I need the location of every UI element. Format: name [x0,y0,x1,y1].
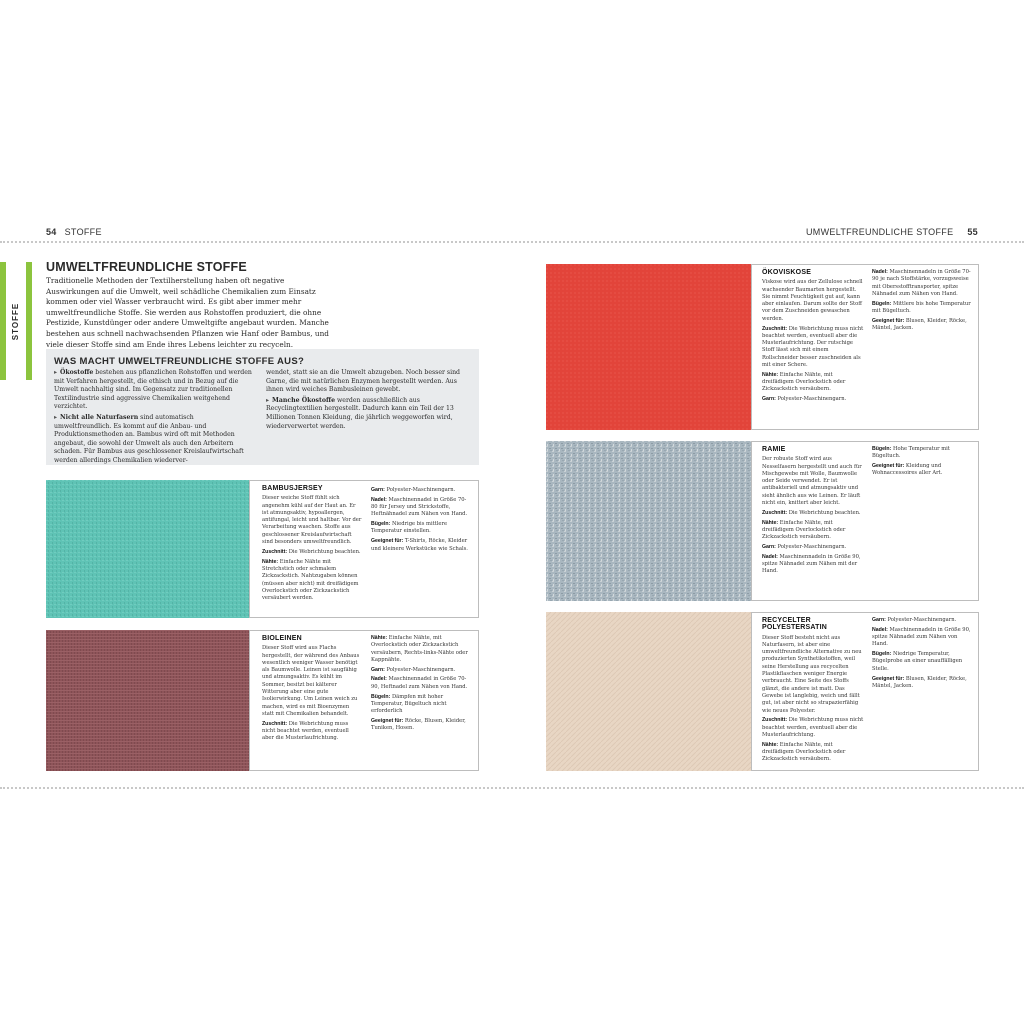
right-running-title: UMWELTFREUNDLICHE STOFFE [806,227,954,237]
card-col-1: RECYCELTER POLYESTERSATIN Dieser Stoff besteht nicht aus Naturfasern, ist aber eine umweltfreundliche Alternative zu neu produzierten Synthetikstoffen, weil seine Herstellung aus recycelten Plastikflaschen weniger Energie verbraucht. Eine Seite des Stoffs glänzt, die andere ist matt. Das Gewebe ist langlebig, weich und fällt gut, ist aber nicht so strapazierfähig wie neues Polyester. Zuschnitt: Die Webrichtung muss nicht beachtet werden, eventuell aber die Musterlaufrichtung. Nähte: Einfache Nähte, mit dreifädigem Overlockstich oder Zickzackstich versäubern. [762,617,866,766]
info-bullet: ▸ Ökostoffe bestehen aus pflanzlichen Rohstoffen und werden mit Verfahren hergestellt, die ethisch und in Bezug auf die Umwelt nachhaltig sind. Im Gegensatz zur traditionellen Textilindustrie sind aggressive Chemikalien weitgehend verzichtet. [54,369,252,411]
info-bullet: ▸ Nicht alle Naturfasern sind automatisch umweltfreundlich. Es kommt auf die Anbau- und Produktionsmethoden an. Bambus wird oft mit Methoden angebaut, die sowohl der Umwelt als auch den Arbeitern schaden. Für Bambus aus geschlossener Kreislaufwirtschaft werden allerdings Chemikalien wiederver- [54,413,244,464]
fabric-name: ÖKOVISKOSE [762,269,812,276]
fabric-name: RAMIE [762,446,786,453]
bottom-divider [0,787,1024,789]
info-bullet: ▸ Manche Ökostoffe werden ausschließlich aus Recyclingtextilien hergestellt. Dadurch kann ein Teil der 13 Millionen Tonnen Kleidung, die jährlich weggeworfen wird, wiederverwertet werden. [266,396,454,430]
card-col-2: Garn: Polyester-Maschinengarn. Nadel: Maschinennadel in Größe 70-80 für Jersey und Strickstoffe, Heftnähnadel zum Nähen von Hand. Bügeln: Niedrige bis mittlere Temperatur einstellen. Geeignet für: T-Shirts, Röcke, Kleider und kleinere Werkstücke wie Schals. [371,487,468,552]
card-col-1: RAMIE Der robuste Stoff wird aus Nesselfasern hergestellt und auch für Mischgewebe mit Wolle, Baumwolle oder Seide verwendet. Er ist antibakteriell und atmungsaktiv und sieht ähnlich aus wie Leinen. Er läuft nicht ein, knittert aber leicht. Zuschnitt: Die Webrichtung beachten. Nähte: Einfache Nähte, mit dreifädigem Overlockstich oder Zickzackstich versäubern. Garn: Polyester-Maschinengarn. Nadel: Maschinennadeln in Größe 90, spitze Nähnadel zum Nähen mit der Hand. [762,446,864,578]
card-col-2: Garn: Polyester-Maschinengarn. Nadel: Maschinennadeln in Größe 90, spitze Nähnadel zum Nähen von Hand. Bügeln: Niedrige Temperatur, Bügelprobe an einer unauffälligen Stelle. Geeignet für: Blusen, Kleider, Röcke, Mäntel, Jacken. [872,617,971,689]
card-col-2: Nadel: Maschinennadeln in Größe 70-90 je nach Stoffstärke, vorzugsweise mit Obersstofftransporter, spitze Nähnadel zum Nähen von Hand. Bügeln: Mittlere bis hohe Temperatur mit Bügeltuch. Geeignet für: Blusen, Kleider, Röcke, Mäntel, Jacken. [872,269,971,332]
top-divider [0,241,1024,243]
bambusjersey-card [249,480,479,618]
fabric-name: BIOLEINEN [262,635,302,642]
ramie-swatch [546,441,758,601]
bullet-arrow-icon: ▸ [266,396,270,404]
side-section-tab [0,262,32,380]
info-box-title: WAS MACHT UMWELTFREUNDLICHE STOFFE AUS? [54,356,305,367]
oekoviskose-swatch [546,264,758,430]
page-title: UMWELTFREUNDLICHE STOFFE [46,260,247,274]
polyestersatin-swatch [546,612,758,771]
card-col-2: Nähte: Einfache Nähte, mit Overlockstich oder Zickzackstich versäubern, Rechts-links-Nähte oder Kappnähte. Garn: Polyester-Maschinengarn. Nadel: Maschinennadel in Größe 70-90, Heftnadel zum Nähen von Hand. Bügeln: Dämpfen mit hoher Temperatur, Bügeltuch nicht erforderlich Geeignet für: Röcke, Blusen, Kleider, Tuniken, Hosen. [371,635,468,732]
side-tab-label: STOFFE [11,302,21,340]
oekoviskose-card [751,264,979,430]
card-col-1: BAMBUSJERSEY Dieser weiche Stoff fühlt sich angenehm kühl auf der Haut an. Er ist atmungsaktiv, hypoallergen, antifungal, leicht und haltbar. Vor der Verarbeitung waschen. Stoffe aus geschlossener Kreislaufwirtschaft sind besonders umweltfreundlich. Zuschnitt: Die Webrichtung beachten. Nähte: Einfache Nähte mit Stretchstich oder schmalem Zickzackstich. Nahtzugaben können (müssen aber nicht) mit dreifädigem Overlockstich oder Zickzackstich versäubert werden. [262,485,362,602]
left-running-title: STOFFE [64,227,102,237]
intro-text: Traditionelle Methoden der Textilherstellung haben oft negative Auswirkungen auf die Umwelt, weil schädliche Chemikalien zum Einsatz kommen oder viel Wasser verbraucht wird. Es gibt aber immer mehr umweltfreundliche Stoffe. Sie werden aus Rohstoffen produziert, die ohne Pestizide, Kunstdünger oder andere Umweltgifte angebaut wurden. Manche bestehen aus schnell nachwachsenden Pflanzen wie Hanf oder Bambus, und viele dieser Stoffe sind am Ende ihres Lebens leichter zu recyceln. [46,276,329,349]
card-col-2: Bügeln: Hohe Temperatur mit Bügeltuch. Geeignet für: Kleidung und Wohnaccessoires aller Art. [872,446,950,477]
info-box [46,349,479,465]
info-box-col-2: wendet, statt sie an die Umwelt abzugeben. Noch besser sind Garne, die mit natürlichen Enzymen hergestellt werden. Aus ihnen wird weiches Bambusleinen gewebt. ▸ Manche Ökostoffe werden ausschließlich aus Recyclingtextilien hergestellt. Dadurch kann ein Teil der 13 Millionen Tonnen Kleidung, die jährlich weggeworfen wird, wiederverwertet werden. [266,369,471,433]
info-box-col-1 [54,369,252,468]
right-page-number: 55 [967,227,978,237]
card-col-1: BIOLEINEN Dieser Stoff wird aus Flachs hergestellt, der während des Anbaus wesentlich weniger Wasser benötigt als Baumwolle. Leinen ist saugfähig und atmungsaktiv. Es kühlt im Sommer, besitzt bei kälterer Witterung aber eine gute Isolierwirkung. Um Leinen weich zu machen, wird es mit Bioenzymen statt mit Chemikalien behandelt. Zuschnitt: Die Webrichtung muss nicht beachtet werden, eventuell aber die Musterlaufrichtung. [262,635,362,745]
polyestersatin-card [751,612,979,771]
fabric-name: BAMBUSJERSEY [262,485,323,492]
bioleinen-card [249,630,479,771]
left-page-header [46,227,102,237]
bullet-arrow-icon: ▸ [54,369,58,376]
ramie-card [751,441,979,601]
bioleinen-swatch [46,630,256,771]
fabric-name: RECYCELTER POLYESTERSATIN [762,617,828,632]
card-col-1: ÖKOVISKOSE Viskose wird aus der Zellulose schnell wachsender Baumarten hergestellt. Sie nimmt Feuchtigkeit gut auf, kann aber einlaufen. Darum sollte der Stoff vor dem Zuschneiden gewaschen werden. Zuschnitt: Die Webrichtung muss nicht beachtet werden, eventuell aber die Musterlaufrichtung. Der rutschige Stoff lässt sich mit einem Rollschneider besser zuschneiden als mit einer Schere. Nähte: Einfache Nähte, mit dreifädigem Overlockstich oder Zickzackstich versäubern. Garn: Polyester-Maschinengarn. [762,269,864,403]
left-page-number: 54 [46,227,57,237]
bambusjersey-swatch [46,480,256,618]
bullet-arrow-icon: ▸ [54,413,58,421]
right-page-header [806,227,978,237]
